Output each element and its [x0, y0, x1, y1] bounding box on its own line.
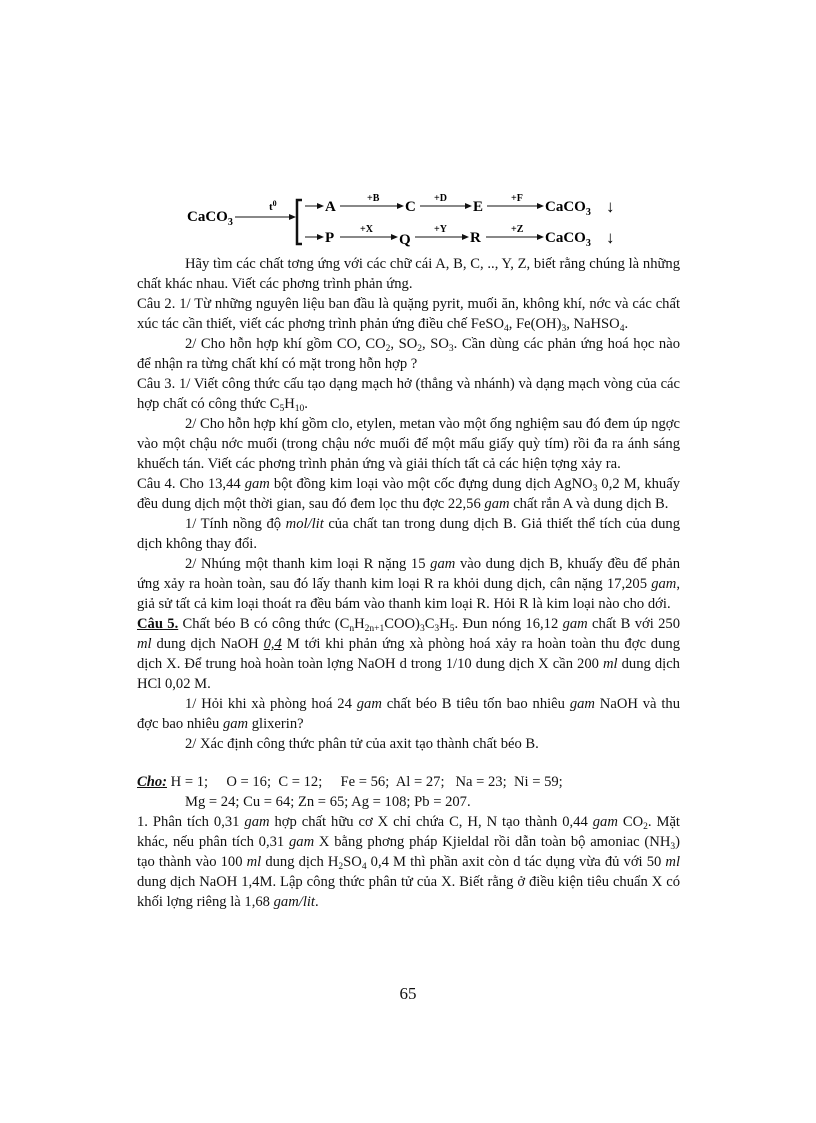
reagent-Z: +Z: [511, 224, 524, 235]
reagent-D: +D: [434, 193, 447, 204]
question-4-part-1: 1/ Tính nồng độ mol/lit của chất tan trong dung dịch B. Giả thiết thể tích của dung dịch không thay đổi.: [137, 516, 681, 552]
node-C: C: [405, 199, 416, 215]
reagent-X: +X: [360, 224, 373, 235]
node-E: E: [473, 199, 484, 215]
question-4: Câu 4. Cho 13,44 gam bột đồng kim loại vào một cốc đựng dung dịch AgNO$_3$ 0,2 M, khuấy đều dung dịch một thời gian, sau đó đem lọc thu đợc 22,56 gam chất rắn A và dung dịch B.: [137, 476, 680, 512]
problem-1: 1. Phân tích 0,31 gam hợp chất hữu cơ X chỉ chứa C, H, N tạo thành 0,44 gam $CO_2$. Mặt khác, nếu phân tích 0,31 gam X bằng phơng pháp Kjieldal rồi dẫn toàn bộ amoniac $(NH_3)$ tạo thành vào 100 ml dung dịch $H_2SO_4$ 0,4 M thì phần axit còn d tác dụng vừa đủ với 50 ml dung dịch NaOH 1,4M. Lập công thức phân tử của X. Biết rằng ở điều kiện tiêu chuẩn X có khối lợng riêng là 1,68 gam/lit.: [137, 814, 680, 910]
given-values-line-2: Mg = 24; Cu = 64; Zn = 65; Ag = 108; Pb = 207.: [185, 794, 471, 810]
row2-product: CaCO$_3$: [545, 230, 591, 249]
given-label: Cho:: [137, 774, 168, 790]
question-5: Câu 5. Chất béo B có công thức $(C_nH_{2n+1}COO)_3C_3H_5$. Đun nóng 16,12 gam chất B với 250 ml dung dịch NaOH 0,4 M tới khi phản ứng xà phòng hoá xảy ra hoàn toàn thu đợc dung dịch X. Để trung hoà hoàn toàn lợng NaOH d trong 1/10 dung dịch X cần 200 ml dung dịch HCl 0,02 M.: [137, 616, 681, 692]
precipitate-arrow-1: ↓: [606, 197, 615, 216]
scheme-row-2: [305, 224, 615, 249]
question-5-label: Câu 5.: [137, 616, 179, 632]
node-Q: Q: [399, 232, 411, 248]
question-4-part-2: 2/ Nhúng một thanh kim loại R nặng 15 gam vào dung dịch B, khuấy đều để phản ứng xảy ra hoàn toàn, sau đó lấy thanh kim loại R ra khỏi dung dịch, cân nặng 17,205 gam, giả sử tất cả kim loại thoát ra đều bám vào thanh kim loại R. Hỏi R là kim loại nào cho dới.: [137, 556, 680, 612]
node-A: A: [325, 199, 336, 215]
question-5-part-2: 2/ Xác định công thức phân tử của axit tạo thành chất béo B.: [185, 736, 539, 752]
scheme-start: CaCO$_3$: [187, 209, 233, 228]
paragraph-scheme-question: Hãy tìm các chất tơng ứng với các chữ cái A, B, C, .., Y, Z, biết rằng chúng là những chất khác nhau. Viết các phơng trình phản ứng.: [137, 256, 680, 292]
question-3-part-2: 2/ Cho hỗn hợp khí gồm clo, etylen, metan vào một ống nghiệm sau đó đem úp ngợc vào một chậu nớc muối (trong chậu nớc muối để một mẩu giấy quỳ tím) rồi đa ra ánh sáng khuếch tán. Viết các phơng trình phản ứng và giải thích tất cả các hiện tợng xảy ra.: [137, 416, 680, 472]
reagent-F: +F: [511, 193, 523, 204]
branch-bracket: [297, 200, 302, 244]
question-2-part-2: 2/ Cho hỗn hợp khí gồm CO, $CO_2$, $SO_2$, $SO_3$. Cần dùng các phản ứng hoá học nào để nhận ra từng chất khí có mặt trong hỗn hợp ?: [137, 336, 680, 372]
node-R: R: [470, 230, 481, 246]
reagent-Y: +Y: [434, 224, 447, 235]
given-values-line-1: Cho: H = 1; O = 16; C = 12; Fe = 56; Al = 27; Na = 23; Ni = 59;: [137, 774, 563, 790]
scheme-heat-label: $t^0$: [269, 199, 277, 213]
page-number: 65: [399, 984, 417, 1003]
precipitate-arrow-2: ↓: [606, 228, 615, 247]
reaction-scheme: [137, 188, 680, 250]
row1-product: CaCO$_3$: [545, 199, 591, 218]
question-2-part-1: Câu 2. 1/ Từ những nguyên liệu ban đầu là quặng pyrit, muối ăn, không khí, nớc và các chất xúc tác cần thiết, viết các phơng trình phản ứng điều chế FeSO$_4$, $Fe(OH)_3$, NaHSO$_4$.: [137, 296, 680, 334]
question-5-part-1: 1/ Hỏi khi xà phòng hoá 24 gam chất béo B tiêu tốn bao nhiêu gam NaOH và thu đợc bao nhiêu gam glixerin?: [137, 696, 681, 732]
question-3-part-1: Câu 3. 1/ Viết công thức cấu tạo dạng mạch hở (thẳng và nhánh) và dạng mạch vòng của các hợp chất có công thức $C_5H_{10}$.: [137, 376, 680, 414]
node-P: P: [325, 230, 335, 246]
scheme-row-1: [305, 193, 615, 218]
reagent-B: +B: [367, 193, 380, 204]
document-body: [137, 188, 680, 912]
